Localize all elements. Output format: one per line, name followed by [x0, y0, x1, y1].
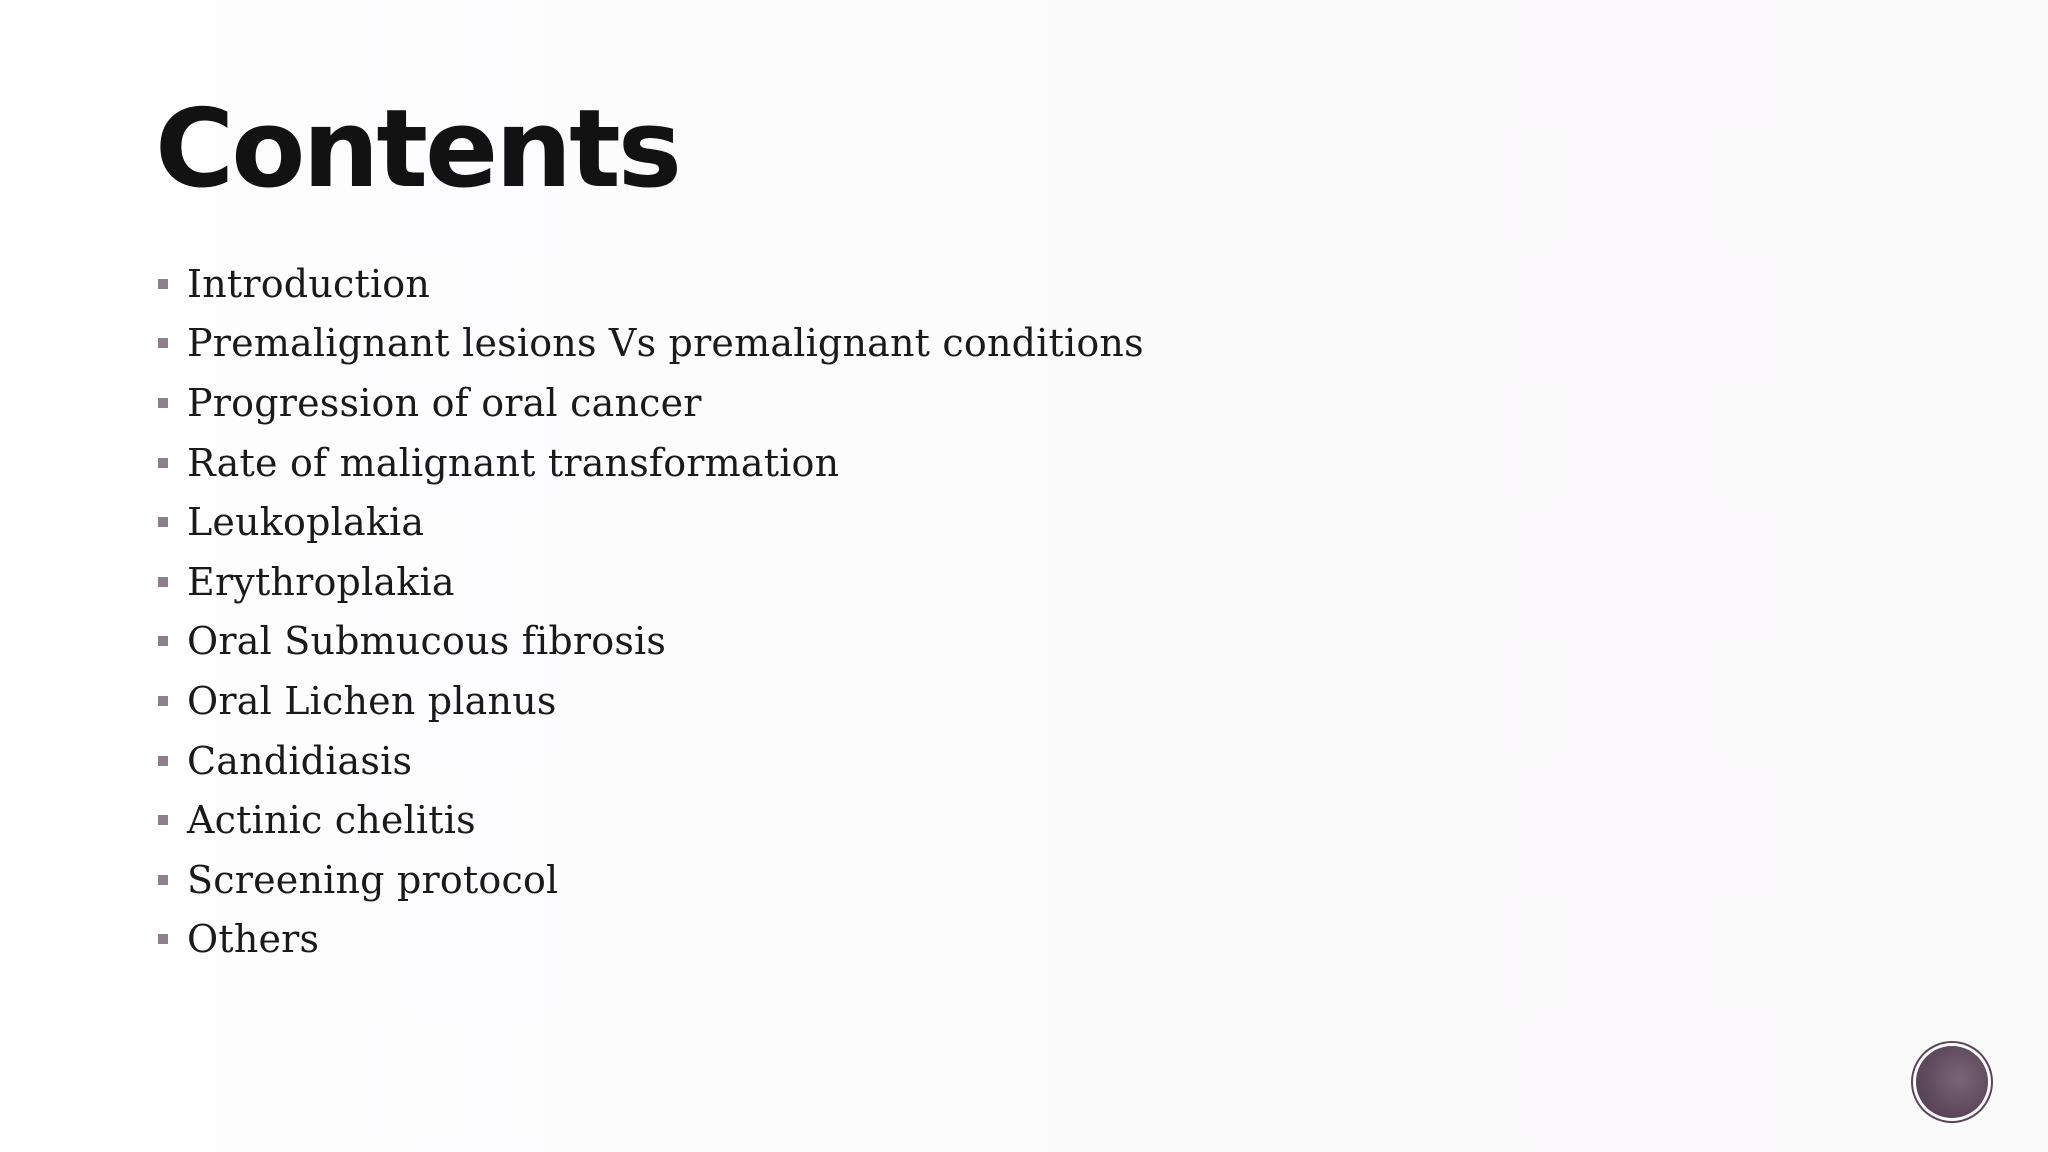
square-bullet-icon — [158, 875, 168, 885]
square-bullet-icon — [158, 517, 168, 527]
list-item-label: Premalignant lesions Vs premalignant conditions — [187, 321, 1144, 366]
square-bullet-icon — [158, 279, 168, 289]
list-item-label: Oral Submucous fibrosis — [187, 619, 667, 664]
list-item-label: Erythroplakia — [187, 559, 455, 604]
list-item — [158, 314, 1144, 374]
square-bullet-icon — [158, 696, 168, 706]
square-bullet-icon — [158, 756, 168, 766]
list-item — [158, 552, 1144, 612]
list-item-label: Others — [187, 917, 320, 962]
list-item-label: Introduction — [187, 261, 431, 306]
square-bullet-icon — [158, 577, 168, 587]
list-item — [158, 373, 1144, 433]
list-item-label: Screening protocol — [187, 857, 559, 902]
list-item-label: Rate of malignant transformation — [187, 440, 840, 485]
square-bullet-icon — [158, 934, 168, 944]
list-item — [158, 254, 1144, 314]
square-bullet-icon — [158, 398, 168, 408]
circle-badge-icon — [1916, 1046, 1988, 1118]
square-bullet-icon — [158, 338, 168, 348]
square-bullet-icon — [158, 458, 168, 468]
list-item-label: Oral Lichen planus — [187, 678, 557, 723]
list-item — [158, 910, 1144, 970]
list-item — [158, 850, 1144, 910]
list-item — [158, 612, 1144, 672]
list-item — [158, 731, 1144, 791]
list-item-label: Progression of oral cancer — [187, 380, 702, 425]
list-item-label: Actinic chelitis — [187, 798, 476, 843]
list-item — [158, 492, 1144, 552]
list-item-label: Candidiasis — [187, 738, 413, 783]
list-item — [158, 671, 1144, 731]
list-item — [158, 433, 1144, 493]
square-bullet-icon — [158, 815, 168, 825]
contents-list — [158, 254, 1144, 969]
square-bullet-icon — [158, 636, 168, 646]
list-item — [158, 790, 1144, 850]
slide-title: Contents — [155, 87, 680, 212]
list-item-label: Leukoplakia — [187, 500, 425, 545]
